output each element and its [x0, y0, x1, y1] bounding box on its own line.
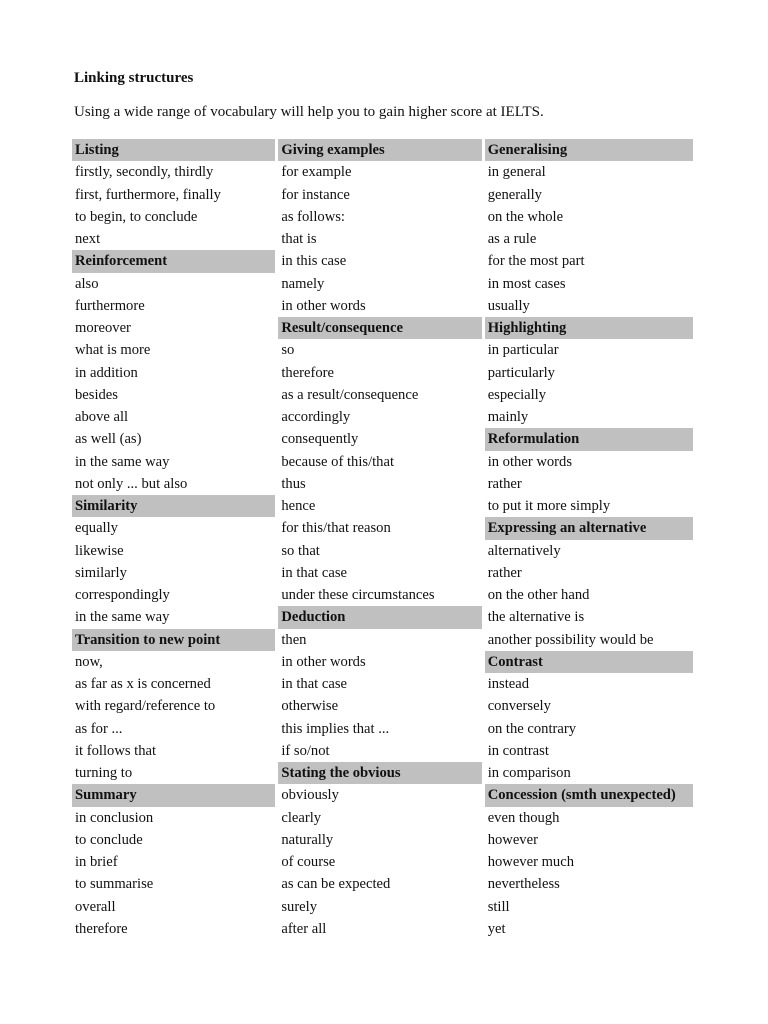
section-heading: Reinforcement	[72, 250, 275, 272]
phrase-item: so that	[281, 542, 320, 559]
phrase-item: in most cases	[487, 275, 566, 292]
section-heading: Similarity	[72, 495, 275, 517]
phrase-item: under these circumstances	[281, 587, 435, 603]
phrase-item: firstly, secondly, thirdly	[75, 164, 214, 181]
phrase-item: correspondingly	[75, 587, 170, 603]
phrase-item: clearly	[281, 809, 322, 826]
phrase-item: in general	[487, 164, 546, 181]
phrase-item: overall	[75, 898, 116, 915]
phrase-item: as a rule	[487, 231, 537, 247]
phrase-item: in contrast	[487, 742, 549, 759]
section-heading: Generalising	[485, 139, 693, 161]
phrase-item: in brief	[75, 854, 118, 870]
phrase-item: because of this/that	[281, 453, 395, 470]
phrase-item: however	[487, 831, 538, 848]
phrase-item: usually	[487, 297, 530, 314]
phrase-item: besides	[75, 386, 118, 403]
phrase-item: mainly	[487, 409, 529, 425]
phrase-item: in other words	[281, 297, 366, 314]
phrase-item: turning to	[75, 765, 133, 781]
phrase-item: however much	[487, 854, 575, 870]
phrase-item: rather	[487, 564, 522, 581]
phrase-item: likewise	[75, 542, 124, 559]
section-heading: Highlighting	[485, 317, 693, 339]
phrase-item: rather	[487, 475, 522, 492]
phrase-item: furthermore	[75, 297, 145, 314]
section-heading: Summary	[72, 784, 275, 806]
phrase-item: obviously	[281, 787, 339, 804]
phrase-item: that is	[281, 231, 317, 247]
phrase-item: alternatively	[487, 542, 561, 559]
phrase-item: particularly	[487, 364, 555, 381]
phrase-item: in the same way	[75, 609, 170, 626]
phrase-item: as for ...	[75, 720, 123, 737]
section-heading: Giving examples	[278, 139, 481, 161]
phrase-item: similarly	[75, 564, 127, 581]
phrase-item: in that case	[281, 676, 347, 692]
column-2	[278, 139, 481, 940]
phrase-item: in the same way	[75, 453, 170, 470]
phrase-item: on the whole	[487, 208, 564, 225]
column-3	[485, 139, 693, 940]
phrase-item: if so/not	[281, 742, 330, 759]
phrase-item: as far as x is concerned	[75, 676, 211, 692]
phrase-item: another possibility would be	[487, 631, 654, 648]
phrase-item: naturally	[281, 831, 334, 848]
phrase-item: thus	[281, 475, 306, 492]
phrase-item: also	[75, 275, 99, 292]
section-heading: Result/consequence	[278, 317, 481, 339]
phrase-item: next	[75, 231, 101, 247]
phrase-item: in comparison	[487, 765, 571, 781]
phrase-item: as can be expected	[281, 876, 391, 893]
phrase-item: in that case	[281, 564, 347, 581]
phrase-item: in conclusion	[75, 809, 154, 826]
phrase-item: conversely	[487, 698, 551, 715]
section-heading: Deduction	[278, 606, 481, 628]
phrase-item: so	[281, 342, 295, 359]
phrase-item: hence	[281, 498, 316, 514]
phrase-item: of course	[281, 854, 336, 870]
phrase-item: on the contrary	[487, 720, 577, 737]
phrase-item: to conclude	[75, 831, 143, 848]
phrase-item: in particular	[487, 342, 559, 359]
phrase-item: still	[487, 898, 510, 915]
phrase-item: as a result/consequence	[281, 386, 419, 403]
phrase-item: instead	[487, 676, 530, 692]
phrase-item: therefore	[281, 364, 335, 381]
phrase-item: even though	[487, 809, 560, 826]
phrase-item: in addition	[75, 364, 138, 381]
column-1	[72, 139, 275, 940]
section-heading: Stating the obvious	[278, 762, 481, 784]
phrase-item: generally	[487, 186, 542, 203]
phrase-item: the alternative is	[487, 609, 585, 626]
phrase-item: consequently	[281, 431, 359, 448]
phrase-item: it follows that	[75, 742, 157, 759]
phrase-item: to begin, to conclude	[75, 208, 198, 225]
phrase-item: in this case	[281, 253, 347, 270]
section-heading: Transition to new point	[72, 629, 275, 651]
intro-text: Using a wide range of vocabulary will help you to gain higher score at IELTS.	[74, 104, 544, 120]
phrase-item: on the other hand	[487, 587, 590, 603]
phrase-item: yet	[487, 920, 506, 937]
phrase-item: therefore	[75, 920, 128, 937]
section-heading: Expressing an alternative	[485, 517, 693, 539]
phrase-item: to summarise	[75, 876, 154, 893]
phrase-item: equally	[75, 520, 118, 537]
phrase-item: as follows:	[281, 208, 345, 225]
phrase-item: otherwise	[281, 698, 339, 715]
phrase-item: for this/that reason	[281, 520, 391, 537]
phrase-item: what is more	[75, 342, 151, 359]
phrase-item: namely	[281, 275, 325, 292]
phrase-item: after all	[281, 920, 327, 937]
phrase-item: first, furthermore, finally	[75, 186, 221, 203]
phrase-item: not only ... but also	[75, 475, 188, 492]
phrase-item: then	[281, 631, 307, 648]
phrase-item: for instance	[281, 186, 350, 203]
phrase-item: especially	[487, 386, 547, 403]
phrase-item: as well (as)	[75, 431, 142, 448]
section-heading: Concession (smth unexpected)	[485, 784, 693, 806]
phrase-item: for the most part	[487, 253, 585, 270]
phrase-item: accordingly	[281, 409, 351, 425]
phrase-item: surely	[281, 898, 318, 915]
phrase-item: to put it more simply	[487, 498, 611, 514]
phrase-item: moreover	[75, 320, 131, 336]
phrase-item: now,	[75, 653, 103, 670]
linking-table	[72, 139, 693, 940]
section-heading: Reformulation	[485, 428, 693, 450]
phrase-item: with regard/reference to	[75, 698, 216, 715]
phrase-item: in other words	[487, 453, 572, 470]
phrase-item: above all	[75, 409, 129, 425]
section-heading: Listing	[72, 139, 275, 161]
phrase-item: in other words	[281, 653, 366, 670]
page-title: Linking structures	[74, 70, 194, 86]
phrase-item: nevertheless	[487, 876, 560, 893]
phrase-item: this implies that ...	[281, 720, 390, 737]
section-heading: Contrast	[485, 651, 693, 673]
phrase-item: for example	[281, 164, 352, 181]
